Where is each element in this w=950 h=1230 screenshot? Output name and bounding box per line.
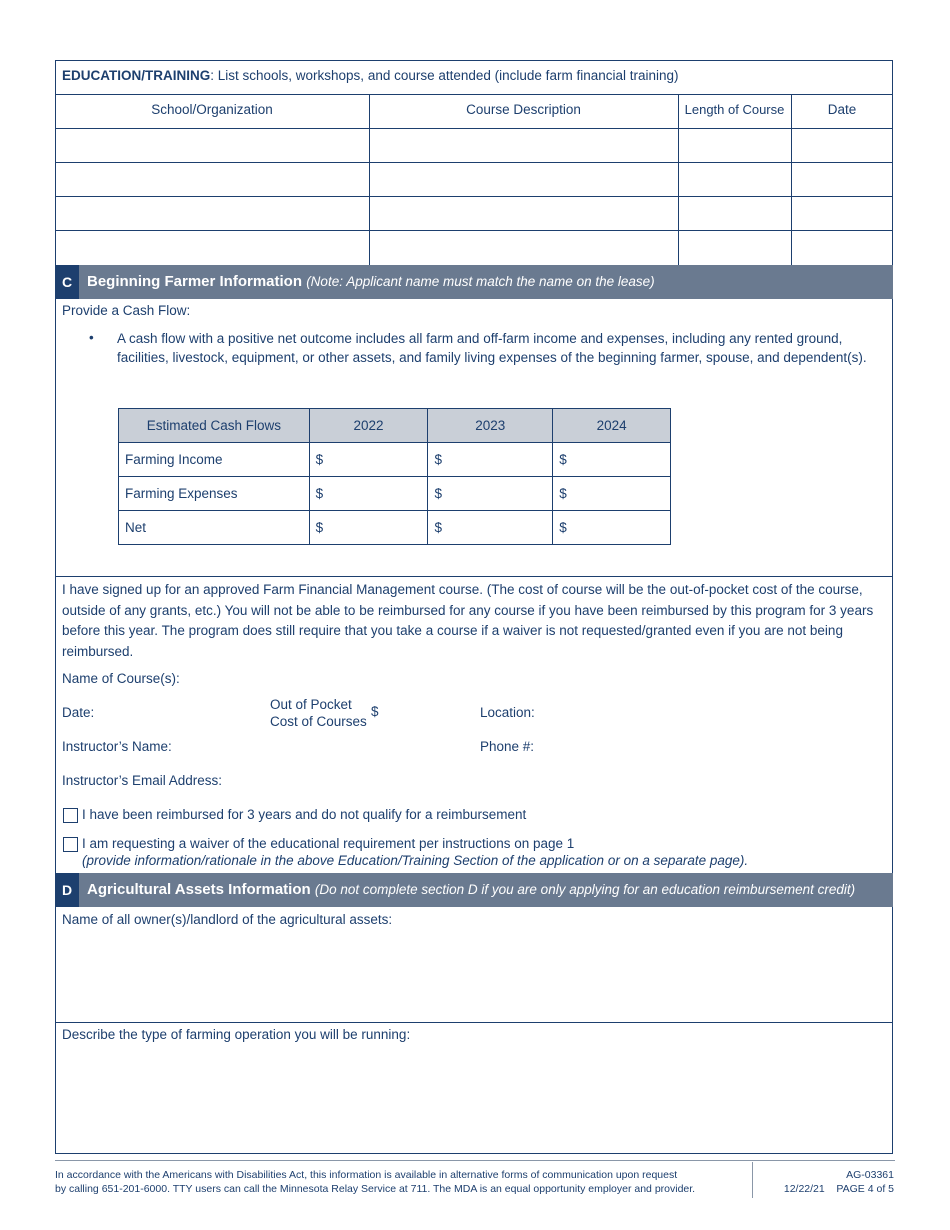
footer-ada-notice <box>55 1168 750 1196</box>
table-row <box>119 477 671 511</box>
cash-flow-label: Provide a Cash Flow: <box>62 303 191 318</box>
location-field[interactable] <box>545 702 880 722</box>
footer-date: 12/22/21 <box>783 1183 825 1195</box>
education-cell-date-2[interactable] <box>792 163 892 196</box>
education-cell-length-1[interactable] <box>679 129 791 162</box>
oop-label-line2: Cost of Courses <box>270 714 367 729</box>
cash-flow-input-2023[interactable]: $ <box>428 511 553 545</box>
education-col-course: Course Description <box>466 102 581 117</box>
instructor-name-label: Instructor’s Name: <box>62 739 172 754</box>
instructor-email-label: Instructor’s Email Address: <box>62 773 223 788</box>
phone-label: Phone #: <box>480 739 535 754</box>
table-row <box>119 443 671 477</box>
course-paragraph: I have signed up for an approved Farm Financial Management course. (The cost of course will be the out-of-pocket cost of the course, outside of any grants, etc.) You will not be able to be reimbursed for any course if you have been reimbursed by this program for 3 years before this year. The program does still require that you take a course if a waiver is not requested/granted even if you are not being reimbursed. <box>62 582 874 659</box>
education-cell-date-4[interactable] <box>792 231 892 265</box>
education-col-date: Date <box>827 102 857 117</box>
waiver-note: (provide information/rationale in the above Education/Training Section of the application or on a separate page). <box>82 853 749 868</box>
cash-flow-input-2022[interactable]: $ <box>309 477 428 511</box>
reimbursed-checkbox[interactable] <box>63 808 78 823</box>
education-cell-school-3[interactable] <box>56 197 369 230</box>
date-label: Date: <box>62 705 95 720</box>
education-cell-course-2[interactable] <box>370 163 678 196</box>
education-cell-length-4[interactable] <box>679 231 791 265</box>
instructor-name-field[interactable] <box>185 736 470 756</box>
cash-flow-header-label: Estimated Cash Flows <box>119 409 310 443</box>
education-cell-course-4[interactable] <box>370 231 678 265</box>
education-heading <box>62 68 882 83</box>
location-label: Location: <box>480 705 535 720</box>
operation-label: Describe the type of farming operation you will be running: <box>62 1027 411 1042</box>
cash-flow-input-2023[interactable]: $ <box>428 477 553 511</box>
section-d-title: Agricultural Assets Information <box>87 881 311 898</box>
education-col-school: School/Organization <box>151 102 273 117</box>
cash-flow-input-2024[interactable]: $ <box>553 511 671 545</box>
waiver-checkbox-label: I am requesting a waiver of the educational requirement per instructions on page 1 <box>82 836 575 851</box>
cash-flow-input-2023[interactable]: $ <box>428 443 553 477</box>
footer-line1: In accordance with the Americans with Disabilities Act, this information is available in alternative forms of communication upon request <box>55 1169 678 1181</box>
oop-cost-field[interactable] <box>382 702 472 722</box>
footer-form-info <box>760 1168 894 1196</box>
oop-label <box>270 696 367 730</box>
bullet-icon: • <box>89 330 94 345</box>
cash-flow-header-2024: 2024 <box>553 409 671 443</box>
waiver-checkbox[interactable] <box>63 837 78 852</box>
oop-dollar: $ <box>371 704 379 719</box>
education-heading-text: : List schools, workshops, and course attended (include farm financial training) <box>210 68 679 83</box>
cash-flow-row-label: Farming Income <box>119 443 310 477</box>
cash-flow-input-2022[interactable]: $ <box>309 511 428 545</box>
footer-page: PAGE 4 of 5 <box>836 1183 894 1195</box>
education-heading-title: EDUCATION/TRAINING <box>62 68 211 83</box>
section-c-letter: C <box>55 265 79 299</box>
section-d-letter: D <box>55 873 79 907</box>
cash-flow-header-2022: 2022 <box>309 409 428 443</box>
date-field[interactable] <box>100 702 260 722</box>
cash-flow-input-2024[interactable]: $ <box>553 477 671 511</box>
education-cell-course-1[interactable] <box>370 129 678 162</box>
education-col-length: Length of Course <box>684 102 785 117</box>
operation-field[interactable] <box>56 1048 892 1152</box>
education-cell-length-2[interactable] <box>679 163 791 196</box>
cash-flow-input-2022[interactable]: $ <box>309 443 428 477</box>
cash-flow-table <box>118 408 671 545</box>
section-d-header <box>55 873 893 907</box>
cash-flow-instructions: A cash flow with a positive net outcome includes all farm and off-farm income and expenses, including any rented ground, facilities, livestock, equipment, or other assets, and family living expenses of the beginning farmer, spouse, and dependent(s). <box>117 331 867 365</box>
education-cell-school-1[interactable] <box>56 129 369 162</box>
education-cell-school-2[interactable] <box>56 163 369 196</box>
section-c-title: Beginning Farmer Information <box>87 273 303 290</box>
table-row <box>119 511 671 545</box>
cash-flow-row-label: Net <box>119 511 310 545</box>
reimbursed-checkbox-label: I have been reimbursed for 3 years and do not qualify for a reimbursement <box>82 807 527 822</box>
footer-form-id: AG-03361 <box>846 1169 894 1181</box>
education-cell-school-4[interactable] <box>56 231 369 265</box>
instructor-email-field[interactable] <box>235 770 880 790</box>
name-of-courses-field[interactable] <box>180 668 880 688</box>
phone-field[interactable] <box>540 736 880 756</box>
section-c-note: (Note: Applicant name must match the name on the lease) <box>306 274 655 289</box>
education-cell-course-3[interactable] <box>370 197 678 230</box>
owners-field[interactable] <box>56 932 892 1020</box>
cash-flow-row-label: Farming Expenses <box>119 477 310 511</box>
education-cell-date-1[interactable] <box>792 129 892 162</box>
section-d-note: (Do not complete section D if you are only applying for an education reimbursement credit) <box>314 882 856 897</box>
cash-flow-header-2023: 2023 <box>428 409 553 443</box>
name-of-courses-label: Name of Course(s): <box>62 671 180 686</box>
section-c-header <box>55 265 893 299</box>
owners-label: Name of all owner(s)/landlord of the agricultural assets: <box>62 912 393 927</box>
oop-label-line1: Out of Pocket <box>270 697 352 712</box>
education-cell-length-3[interactable] <box>679 197 791 230</box>
footer-line2: by calling 651-201-6000. TTY users can call the Minnesota Relay Service at 711. The MDA is an equal opportunity employer and provider. <box>55 1183 696 1195</box>
education-cell-date-3[interactable] <box>792 197 892 230</box>
cash-flow-input-2024[interactable]: $ <box>553 443 671 477</box>
